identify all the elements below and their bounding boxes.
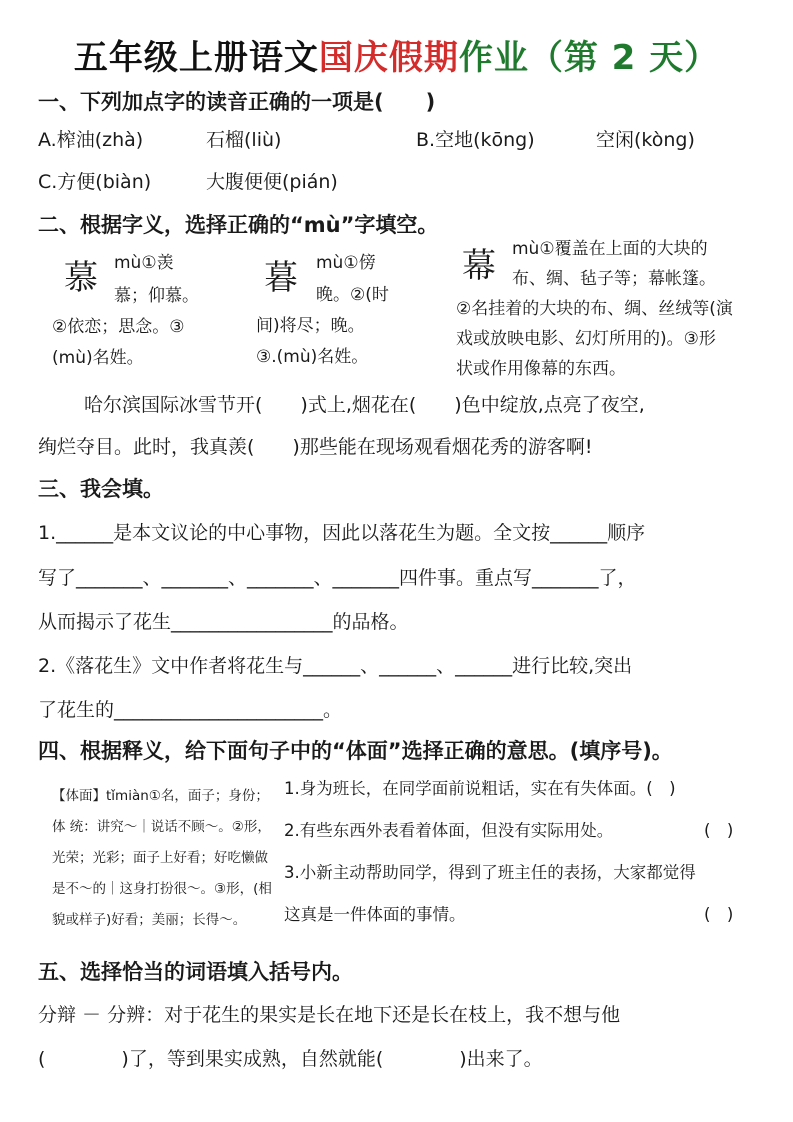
q4-sentence-2: 2.有些东西外表看着体面，但没有实际用处。 [284, 821, 614, 840]
q5-heading: 五、选择恰当的词语填入括号内。 [38, 960, 353, 984]
char1-def-line-2: 慕；仰慕。 [114, 286, 199, 306]
q4-sentence-3-line-2: 这真是一件体面的事情。 [284, 905, 466, 924]
q4-sentence-2-paren: ( ) [704, 821, 734, 840]
q2-sentence-line-1: 哈尔滨国际冰雪节开( )式上,烟花在( )色中绽放,点亮了夜空, [84, 394, 645, 416]
char2-def-line-2: 晚。②(时 [316, 285, 389, 305]
title-part-1: 五年级上册语文 [73, 38, 319, 78]
char3-def-line-5: 状或作用像幕的东西。 [456, 359, 626, 379]
char1-def-line-4: (mù)名姓。 [52, 348, 144, 368]
char-mu-dusk: 暮 [264, 258, 298, 298]
char3-def-line-4: 戏或放映电影、幻灯所用的)。③形 [456, 329, 716, 349]
char-mu-admire: 慕 [64, 258, 98, 298]
q4-definition-line-4: 是不～的｜这身打扮很～。③形，(相 [52, 881, 272, 897]
q2-sentence-line-2: 绚烂夺目。此时，我真羡( )那些能在现场观看烟花秀的游客啊! [38, 436, 593, 458]
q4-sentence-3-line-1: 3.小新主动帮助同学，得到了班主任的表扬，大家都觉得 [284, 863, 696, 882]
q3-line-1: 1.______是本文议论的中心事物，因此以落花生为题。全文按______顺序 [38, 522, 646, 544]
q1-option-c2: 大腹便便(pián) [206, 171, 338, 193]
q4-definition-line-5: 貌或样子)好看；美丽；长得～。 [52, 912, 247, 928]
q5-line-2: ( )了，等到果实成熟，自然就能( )出来了。 [38, 1048, 543, 1070]
q1-option-b1: B.空地(kōng) [416, 129, 535, 151]
q4-definition-line-3: 光荣；光彩；面子上好看；好吃懒做 [52, 850, 268, 866]
q3-line-2: 写了_______、_______、_______、_______四件事。重点写_______了， [38, 567, 637, 589]
char-mu-curtain: 幕 [462, 246, 496, 286]
char1-def-line-1: mù①羡 [114, 253, 174, 273]
char3-def-line-1: mù①覆盖在上面的大块的 [512, 239, 708, 259]
q3-line-5: 了花生的______________________。 [38, 699, 343, 721]
q4-heading: 四、根据释义，给下面句子中的“体面”选择正确的意思。(填序号)。 [38, 739, 673, 763]
q4-sentence-1: 1.身为班长，在同学面前说粗话，实在有失体面。( ) [284, 779, 676, 798]
q3-heading: 三、我会填。 [38, 477, 164, 501]
page-title [0, 30, 793, 79]
q3-line-4: 2.《落花生》文中作者将花生与______、______、______进行比较,突出 [38, 655, 633, 677]
q4-sentence-3-paren: ( ) [704, 905, 734, 924]
q1-option-a2: 石榴(liù) [206, 129, 282, 151]
char2-def-line-1: mù①傍 [316, 253, 376, 273]
char3-def-line-2: 布、绸、毡子等；幕帐篷。 [512, 269, 716, 289]
char2-def-line-4: ③.(mù)名姓。 [256, 347, 369, 367]
q1-option-b2: 空闲(kòng) [596, 129, 695, 151]
q1-heading: 一、下列加点字的读音正确的一项是( ) [38, 90, 436, 114]
char1-def-line-3: ②依恋；思念。③ [52, 317, 185, 337]
title-part-3: 作业（第 2 天） [458, 38, 720, 78]
title-part-2: 国庆假期 [318, 38, 459, 78]
q3-line-3: 从而揭示了花生_________________的品格。 [38, 611, 409, 633]
q1-option-c1: C.方便(biàn) [38, 171, 152, 193]
q1-option-a1: A.榨油(zhà) [38, 129, 144, 151]
q2-heading: 二、根据字义，选择正确的“mù”字填空。 [38, 213, 439, 237]
q4-definition-line-2: 体 统：讲究～｜说话不顾～。②形， [52, 819, 271, 835]
char3-def-line-3: ②名挂着的大块的布、绸、丝绒等(演 [456, 299, 733, 319]
q5-line-1: 分辩 － 分辨：对于花生的果实是长在地下还是长在枝上，我不想与他 [38, 1004, 621, 1026]
char2-def-line-3: 间)将尽；晚。 [256, 316, 365, 336]
q4-definition-line-1: 【体面】tǐmiàn①名，面子；身份； [52, 788, 269, 804]
